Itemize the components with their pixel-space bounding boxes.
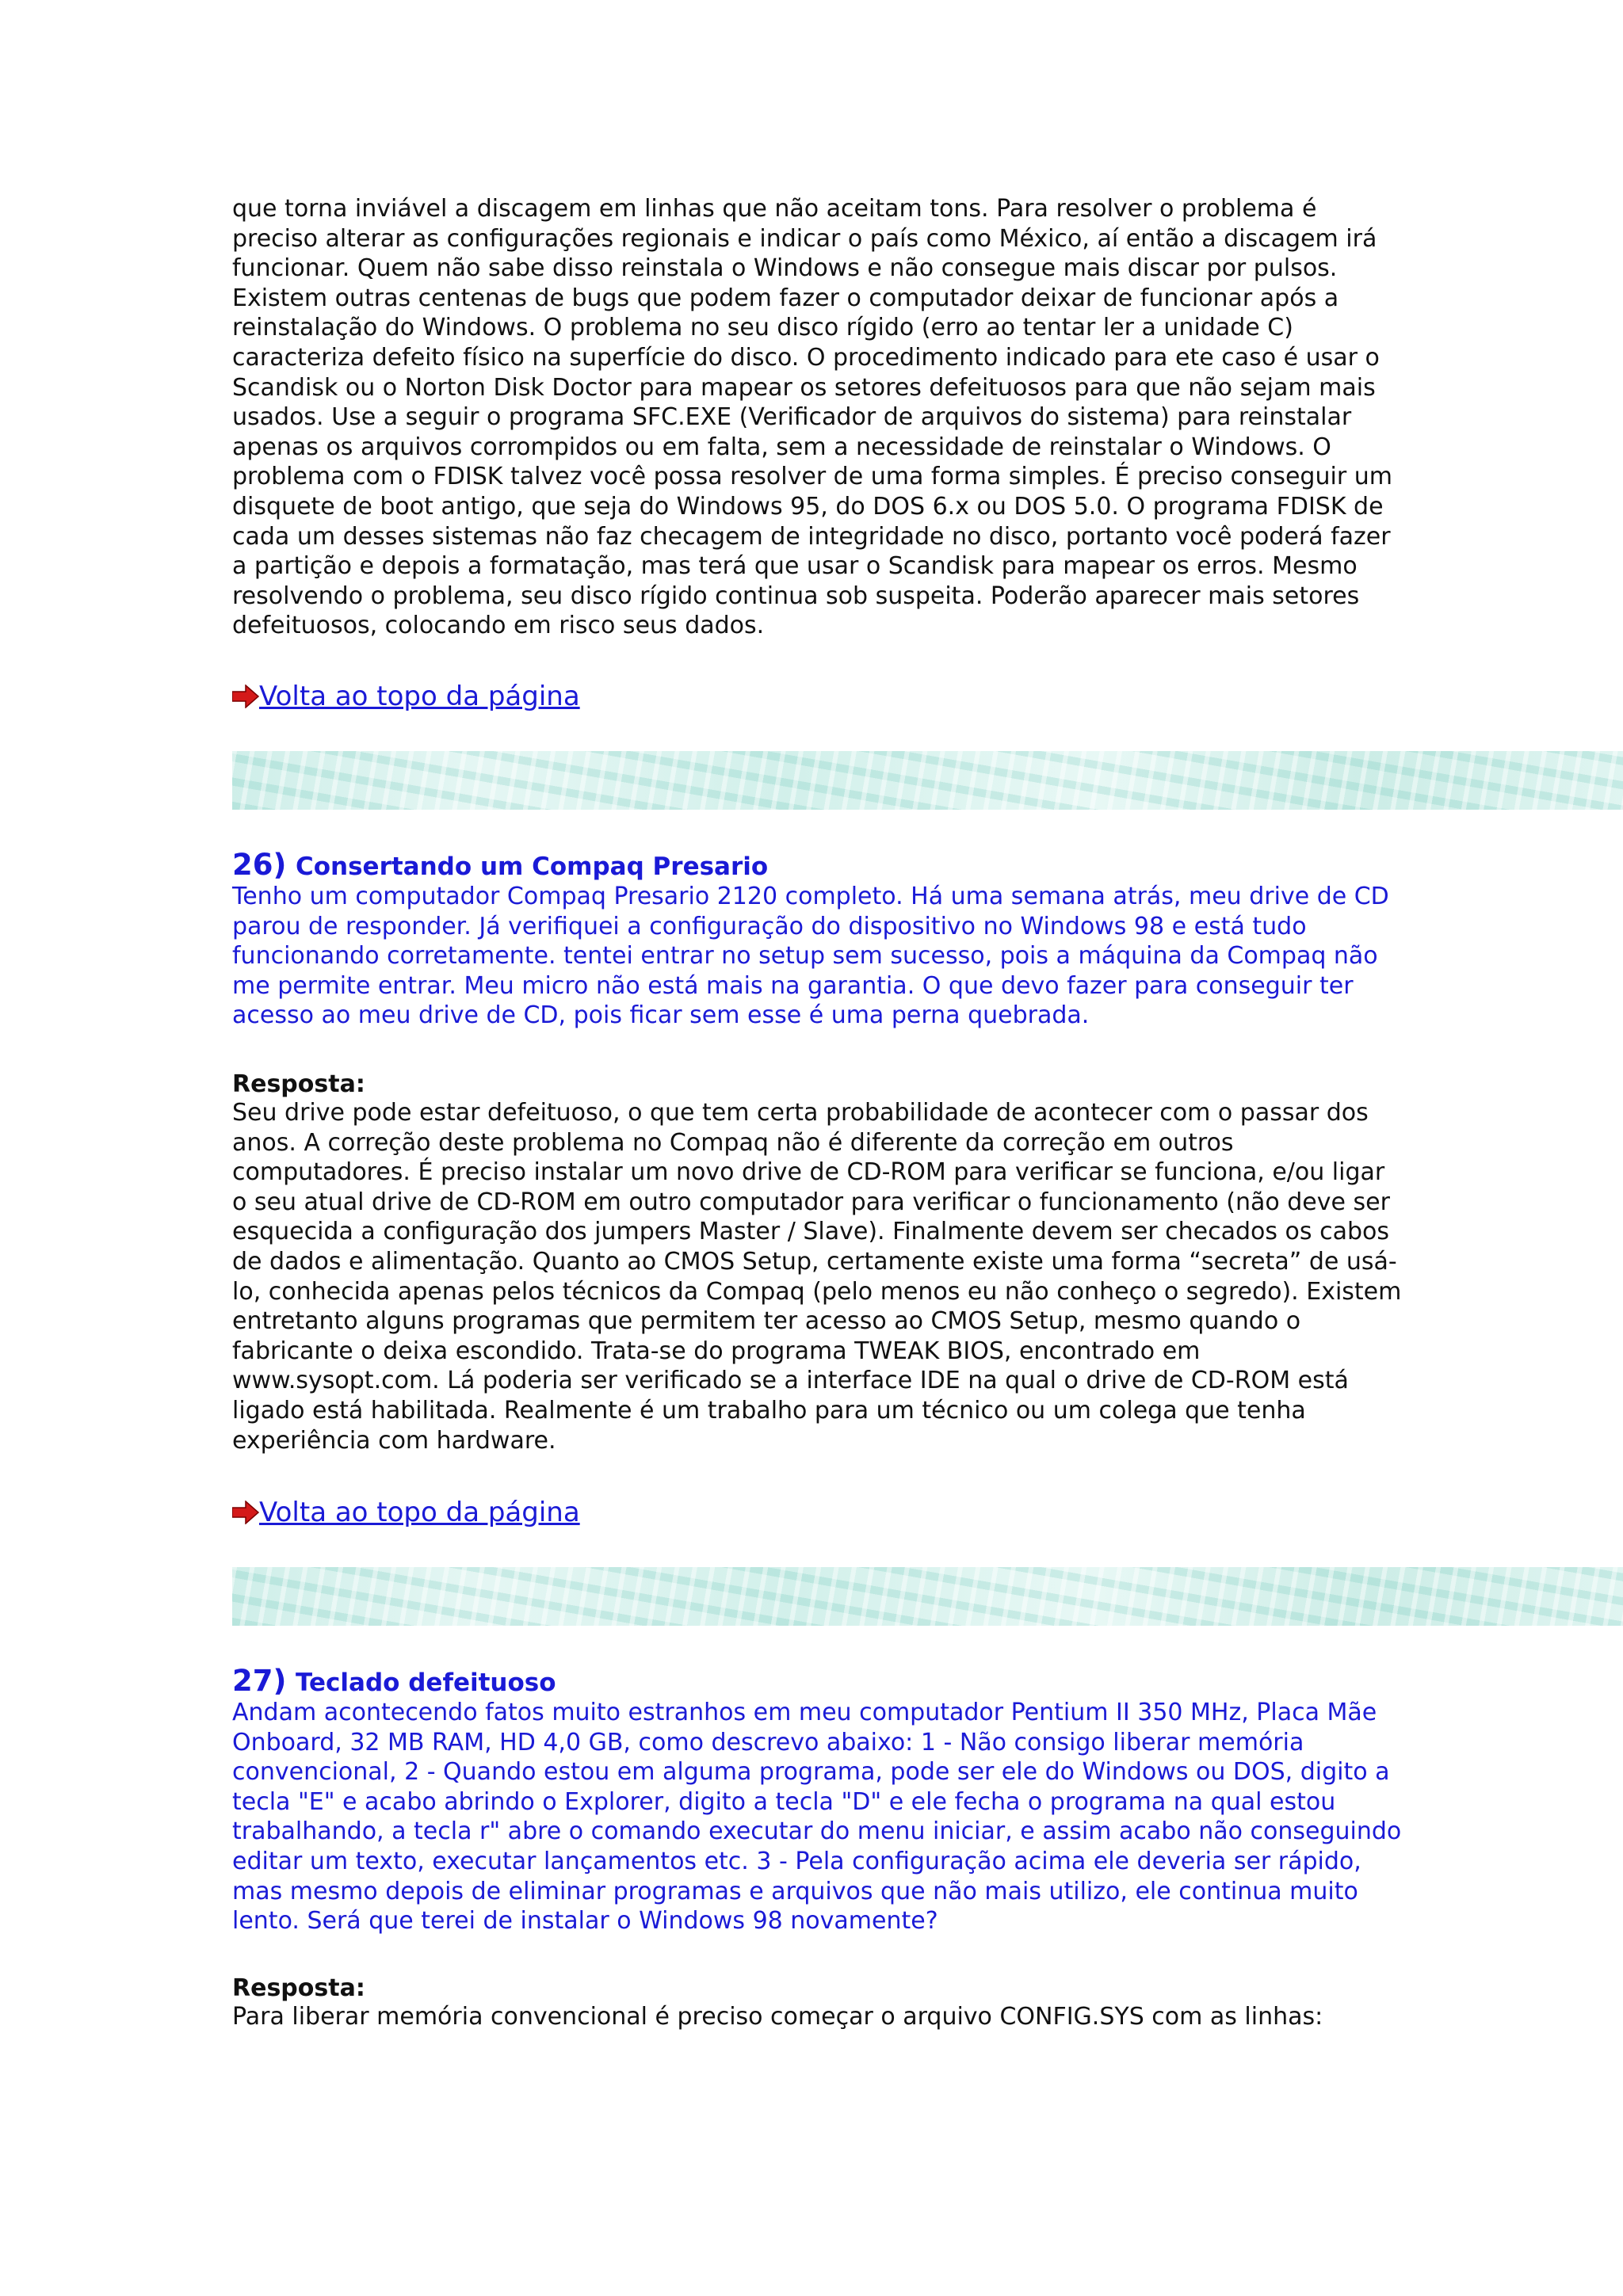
back-to-top-text[interactable]: Volta ao topo da página [259,1497,580,1528]
section-title: Teclado defeituoso [295,1669,556,1697]
back-to-top-link[interactable] [232,678,580,715]
section-number: 26) [232,848,287,882]
section-divider [232,1567,1623,1626]
back-to-top-link[interactable] [232,1494,580,1531]
intro-paragraph: que torna inviável a discagem em linhas que não aceitam tons. Para resolver o problema é preciso alterar as configurações regionais e indicar o país como México, aí então a discagem irá funcionar. Quem não sabe disso reinstala o Windows e não consegue mais discar por pulsos. Existem outras centenas de bugs que podem fazer o computador deixar de funcionar após a reinstalação do Windows. O problema no seu disco rígido (erro ao tentar ler a unidade C) caracteriza defeito físico na superfície do disco. O procedimento indicado para ete caso é usar o Scandisk ou o Norton Disk Doctor para mapear os setores defeituosos para que não sejam mais usados. Use a seguir o programa SFC.EXE (Verificador de arquivos do sistema) para reinstalar apenas os arquivos corrompidos ou em falta, sem a necessidade de reinstalar o Windows. O problema com o FDISK talvez você possa resolver de uma forma simples. É preciso conseguir um disquete de boot antigo, que seja do Windows 95, do DOS 6.x ou DOS 5.0. O programa FDISK de cada um desses sistemas não faz checagem de integridade no disco, portanto você poderá fazer a partição e depois a formatação, mas terá que usar o Scandisk para mapear os erros. Mesmo resolvendo o problema, seu disco rígido continua sob suspeita. Poderão aparecer mais setores defeituosos, colocando em risco seus dados. [232,195,1392,640]
answer-text: Para liberar memória convencional é preciso começar o arquivo CONFIG.SYS com as linhas: [232,2003,1323,2031]
section-divider [232,751,1623,810]
section-heading-26 [232,848,768,882]
answer-label: Resposta: [232,1974,365,2002]
answer-label: Resposta: [232,1070,365,1098]
section-number: 27) [232,1664,287,1698]
red-arrow-icon [232,1501,259,1524]
section-heading-27 [232,1664,556,1698]
back-to-top-text[interactable]: Volta ao topo da página [259,681,580,712]
answer-text: Seu drive pode estar defeituoso, o que tem certa probabilidade de acontecer com o passar dos anos. A correção deste problema no Compaq não é diferente da correção em outros computadores. É preciso instalar um novo drive de CD-ROM para verificar se funciona, e/ou ligar o seu atual drive de CD-ROM em outro computador para verificar o funcionamento (não deve ser esquecida a configuração dos jumpers Master / Slave). Finalmente devem ser checados os cabos de dados e alimentação. Quanto ao CMOS Setup, certamente existe uma forma “secreta” de usá-lo, conhecida apenas pelos técnicos da Compaq (pelo menos eu não conheço o segredo). Existem entretanto alguns programas que permitem ter acesso ao CMOS Setup, mesmo quando o fabricante o deixa escondido. Trata-se do programa TWEAK BIOS, encontrado em www.sysopt.com. Lá poderia ser verificado se a interface IDE na qual o drive de CD-ROM está ligado está habilitada. Realmente é um trabalho para um técnico ou um colega que tenha experiência com hardware. [232,1099,1402,1455]
red-arrow-icon [232,685,259,708]
question-text: Andam acontecendo fatos muito estranhos em meu computador Pentium II 350 MHz, Placa Mãe Onboard, 32 MB RAM, HD 4,0 GB, como descrevo abaixo: 1 - Não consigo liberar memória convencional, 2 - Quando estou em alguma programa, pode ser ele do Windows ou DOS, digito a tecla "E" e acabo abrindo o Explorer, digito a tecla "D" e ele fecha o programa na qual estou trabalhando, a tecla r" abre o comando executar do menu iniciar, e assim acabo não conseguindo editar um texto, executar lançamentos etc. 3 - Pela configuração acima ele deveria ser rápido, mas mesmo depois de eliminar programas e arquivos que não mais utilizo, ele continua muito lento. Será que terei de instalar o Windows 98 novamente? [232,1699,1402,1936]
section-title: Consertando um Compaq Presario [295,852,769,881]
question-text: Tenho um computador Compaq Presario 2120 completo. Há uma semana atrás, meu drive de CD parou de responder. Já verifiquei a configuração do dispositivo no Windows 98 e está tudo funcionando corretamente. tentei entrar no setup sem sucesso, pois a máquina da Compaq não me permite entrar. Meu micro não está mais na garantia. O que devo fazer para conseguir ter acesso ao meu drive de CD, pois ficar sem esse é uma perna quebrada. [232,883,1389,1030]
